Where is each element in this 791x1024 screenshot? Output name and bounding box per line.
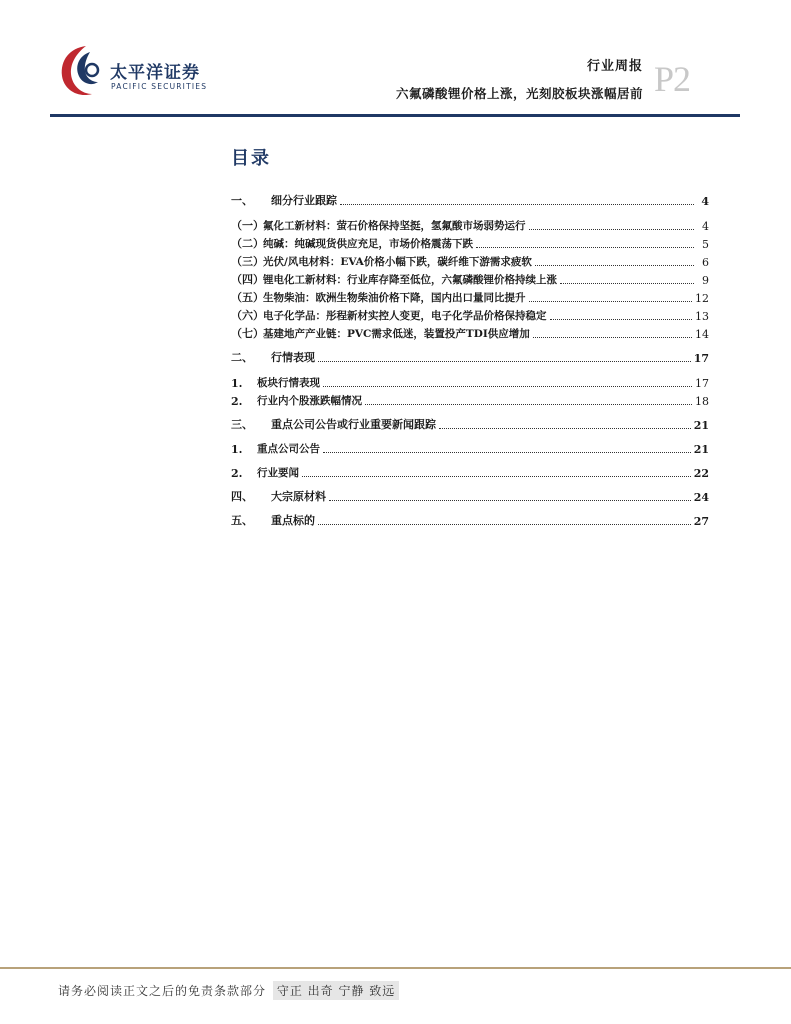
toc-entry-page: 21: [693, 443, 709, 456]
pacific-securities-logo-icon: [56, 40, 108, 100]
toc-entry-number: （六）: [231, 309, 264, 322]
toc-leader: [323, 386, 692, 387]
logo-english-name: PACIFIC SECURITIES: [111, 82, 208, 91]
toc-entry-page: 4: [702, 220, 709, 233]
toc-entry-number: （五）: [231, 291, 264, 304]
toc-entry-page: 17: [695, 377, 709, 390]
toc-entry-number: 1.: [231, 443, 243, 456]
toc-entry[interactable]: [231, 192, 709, 208]
footer-motto: 守正 出奇 宁静 致远: [273, 981, 399, 1000]
toc-leader: [323, 452, 691, 453]
toc-entry-title: 细分行业跟踪: [271, 194, 337, 207]
toc-entry-page: 22: [693, 467, 709, 480]
footer-divider: [0, 967, 791, 969]
toc-entry-title: 基建地产产业链：PVC需求低迷，装置投产TDI供应增加: [263, 328, 530, 340]
toc-leader: [318, 524, 691, 525]
toc-entry[interactable]: [231, 235, 709, 251]
company-logo: [56, 40, 226, 100]
toc-leader: [302, 476, 691, 477]
toc-entry-page: 24: [693, 491, 709, 504]
toc-entry-page: 17: [693, 352, 709, 365]
toc-entry-page: 13: [695, 310, 709, 323]
toc-entry[interactable]: [231, 392, 709, 408]
page-header: [0, 0, 791, 120]
toc-entry-title: 锂电化工新材料：行业库存降至低位，六氟磷酸锂价格持续上涨: [263, 274, 557, 286]
toc-entry-number: 二、: [231, 351, 253, 364]
toc-leader: [365, 404, 692, 405]
toc-entry-number: （四）: [231, 273, 264, 286]
toc-entry-number: 三、: [231, 418, 253, 431]
toc-entry-number: 一、: [231, 194, 253, 207]
toc-leader: [340, 204, 694, 205]
logo-chinese-name: 太平洋证券: [110, 63, 200, 83]
toc-entry-number: 2.: [231, 395, 243, 408]
toc-entry-title: 重点公司公告: [257, 443, 320, 455]
toc-leader: [529, 301, 693, 302]
toc-leader: [439, 428, 691, 429]
toc-leader: [529, 229, 695, 230]
toc-leader: [329, 500, 691, 501]
toc-entry-title: 光伏/风电材料：EVA价格小幅下跌，碳纤维下游需求疲软: [263, 256, 532, 268]
toc-entry[interactable]: [231, 289, 709, 305]
toc-entry-number: （二）: [231, 237, 264, 250]
toc-entry-number: （三）: [231, 255, 264, 268]
toc-entry[interactable]: [231, 464, 709, 480]
toc-entry[interactable]: [231, 325, 709, 341]
toc-entry-page: 5: [702, 238, 709, 251]
toc-entry[interactable]: [231, 374, 709, 390]
toc-entry-title: 生物柴油：欧洲生物柴油价格下降，国内出口量同比提升: [263, 292, 526, 304]
report-title: 六氟磷酸锂价格上涨，光刻胶板块涨幅居前: [395, 86, 643, 101]
toc-entry-page: 21: [693, 419, 709, 432]
toc-entry-page: 9: [702, 274, 709, 287]
header-divider: [50, 114, 740, 117]
toc-entry-title: 电子化学品：彤程新材实控人变更，电子化学品价格保持稳定: [263, 310, 547, 322]
toc-entry[interactable]: [231, 217, 709, 233]
toc-entry-number: 五、: [231, 514, 253, 527]
toc-heading: 目录: [231, 148, 271, 169]
toc-entry[interactable]: [231, 416, 709, 432]
toc-entry[interactable]: [231, 349, 709, 365]
page-number-mark: P2: [654, 59, 691, 99]
toc-entry-number: 2.: [231, 467, 243, 480]
toc-entry[interactable]: [231, 488, 709, 504]
toc-entry-title: 重点公司公告或行业重要新闻跟踪: [271, 418, 436, 431]
toc-leader: [533, 337, 692, 338]
toc-leader: [318, 361, 691, 362]
toc-entry-page: 12: [695, 292, 709, 305]
toc-entry-number: （七）: [231, 327, 264, 340]
toc-entry-title: 行业要闻: [257, 467, 299, 479]
toc-leader: [550, 319, 693, 320]
toc-entry-title: 重点标的: [271, 514, 315, 527]
toc-entry[interactable]: [231, 512, 709, 528]
toc-entry[interactable]: [231, 440, 709, 456]
toc-entry[interactable]: [231, 271, 709, 287]
toc-entry-title: 纯碱：纯碱现货供应充足，市场价格震荡下跌: [263, 238, 473, 250]
toc-entry-page: 18: [695, 395, 709, 408]
toc-entry[interactable]: [231, 253, 709, 269]
toc-entry-number: 四、: [231, 490, 253, 503]
toc-leader: [476, 247, 694, 248]
footer-disclaimer: 请务必阅读正文之后的免责条款部分: [58, 984, 267, 998]
toc-entry-page: 4: [701, 195, 709, 208]
toc-leader: [560, 283, 694, 284]
toc-entry-page: 14: [695, 328, 709, 341]
toc-entry-title: 大宗原材料: [271, 490, 326, 503]
toc-entry[interactable]: [231, 307, 709, 323]
toc-entry-title: 氟化工新材料：萤石价格保持坚挺，氢氟酸市场弱势运行: [263, 220, 526, 232]
toc-entry-title: 行情表现: [271, 351, 315, 364]
toc-entry-number: （一）: [231, 219, 264, 232]
toc-entry-title: 行业内个股涨跌幅情况: [257, 395, 362, 407]
report-type: 行业周报: [586, 59, 643, 74]
toc-leader: [535, 265, 694, 266]
toc-entry-number: 1.: [231, 377, 243, 390]
toc-entry-page: 6: [702, 256, 709, 269]
toc-entry-title: 板块行情表现: [257, 377, 320, 389]
toc-entry-page: 27: [693, 515, 709, 528]
page-footer: [58, 981, 399, 1000]
